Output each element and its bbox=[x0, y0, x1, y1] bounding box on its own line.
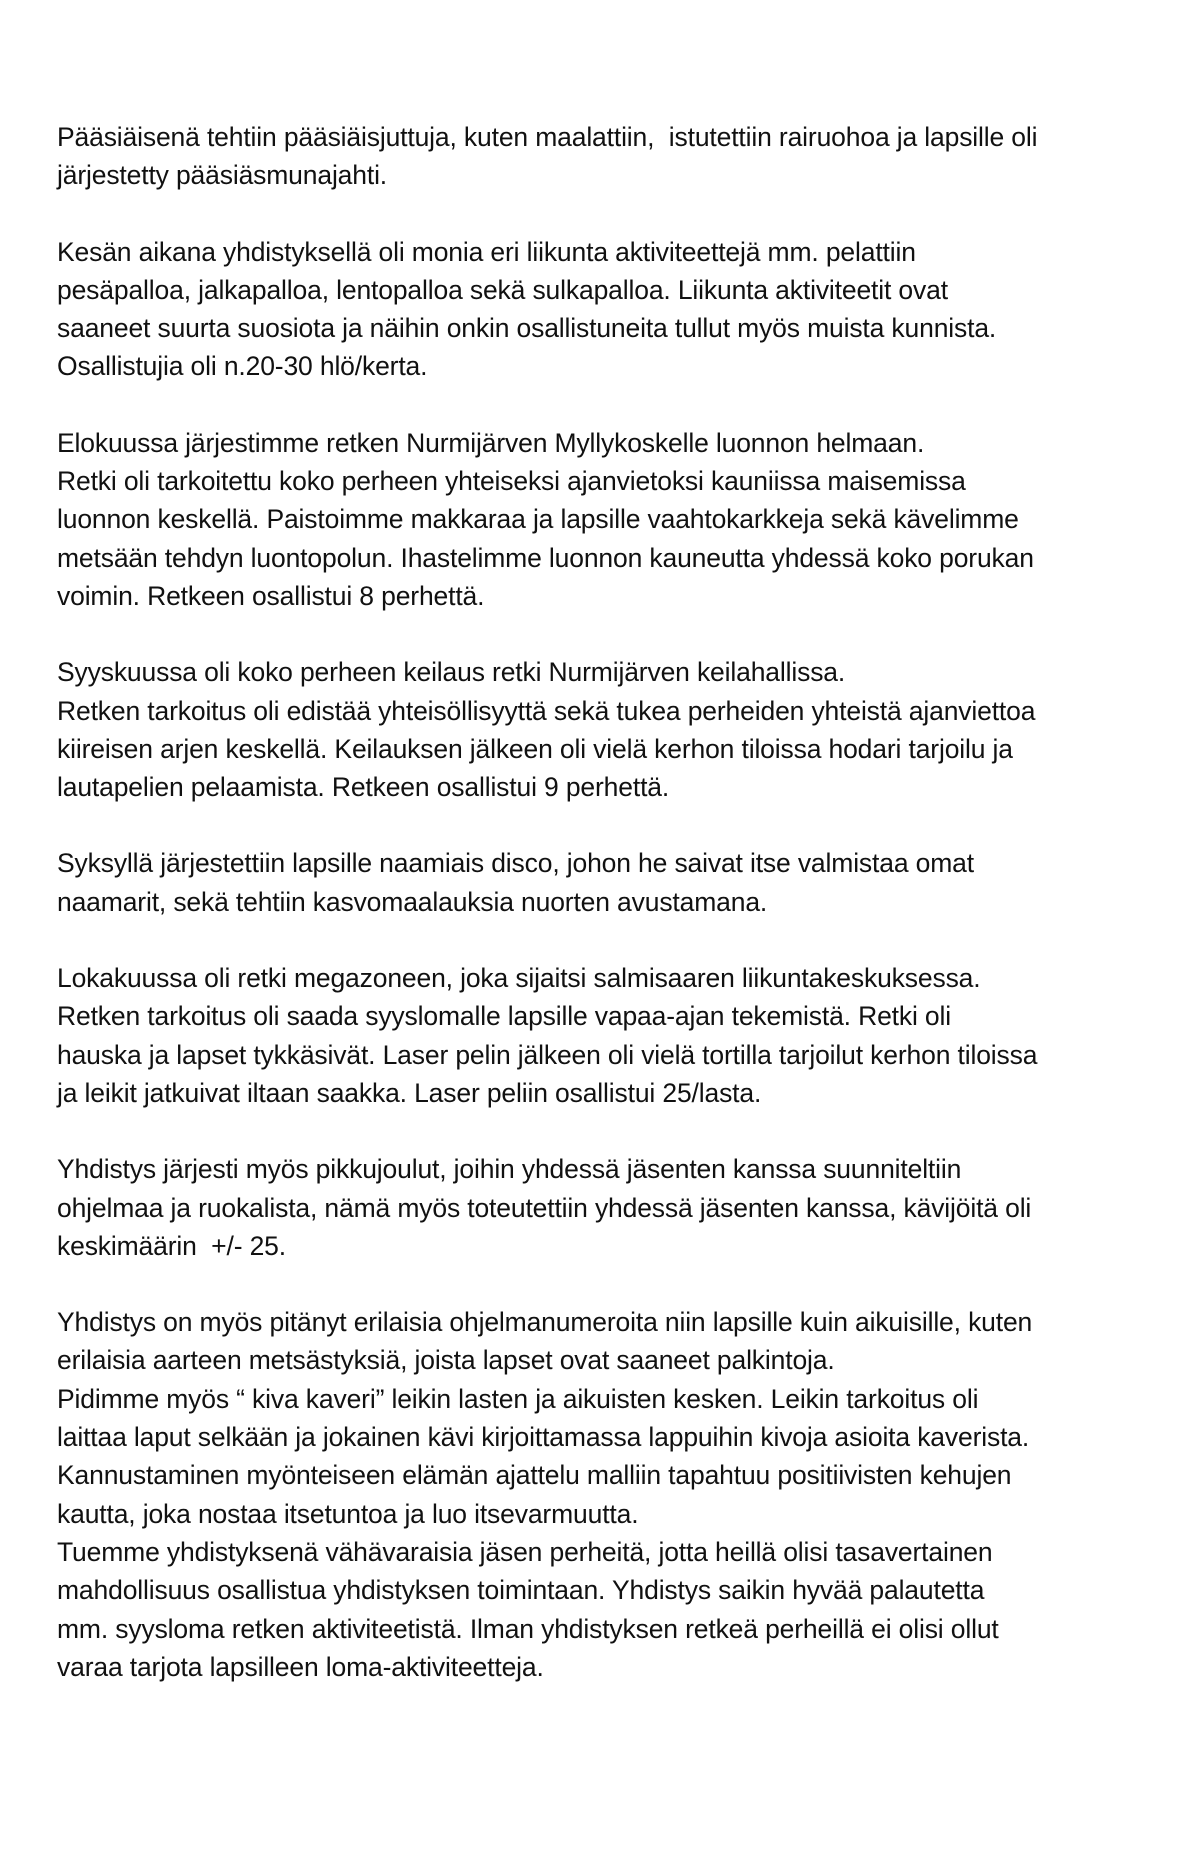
text-line: voimin. Retkeen osallistui 8 perhettä. bbox=[57, 580, 485, 611]
text-line: Yhdistys järjesti myös pikkujoulut, joihin yhdessä jäsenten kanssa suunniteltiin bbox=[57, 1154, 962, 1185]
text-line: Retki oli tarkoitettu koko perheen yhteiseksi ajanvietoksi kauniissa maisemissa bbox=[57, 466, 966, 497]
text-line: Syyskuussa oli koko perheen keilaus retki Nurmijärven keilahallissa. bbox=[57, 657, 846, 688]
text-line: hauska ja lapset tykkäsivät. Laser pelin jälkeen oli vielä tortilla tarjoilut kerhon tiloissa bbox=[57, 1039, 1038, 1070]
paragraph-summer-sports bbox=[57, 233, 1167, 386]
text-line: mm. syysloma retken aktiviteetistä. Ilman yhdistyksen retkeä perheillä ei olisi ollut bbox=[57, 1613, 999, 1644]
text-line: Pidimme myös “ kiva kaveri” leikin lasten ja aikuisten kesken. Leikin tarkoitus oli bbox=[57, 1383, 979, 1414]
text-line: pesäpalloa, jalkapalloa, lentopalloa sekä sulkapalloa. Liikunta aktiviteetit ovat bbox=[57, 274, 948, 305]
text-line: Kannustaminen myönteiseen elämän ajattelu malliin tapahtuu positiivisten kehujen bbox=[57, 1460, 1012, 1491]
text-line: kautta, joka nostaa itsetuntoa ja luo itsevarmuutta. bbox=[57, 1498, 639, 1529]
text-line: ja leikit jatkuivat iltaan saakka. Laser peliin osallistui 25/lasta. bbox=[57, 1077, 762, 1108]
paragraph-october-megazone bbox=[57, 959, 1167, 1112]
document-page bbox=[57, 118, 1167, 1724]
text-line: kiireisen arjen keskellä. Keilauksen jälkeen oli vielä kerhon tiloissa hodari tarjoilu ja bbox=[57, 733, 1013, 764]
text-line: lautapelien pelaamista. Retkeen osallistui 9 perhettä. bbox=[57, 772, 670, 803]
paragraph-christmas-party bbox=[57, 1150, 1167, 1265]
paragraph-august-trip bbox=[57, 424, 1167, 615]
text-line: järjestetty pääsiäsmunajahti. bbox=[57, 160, 388, 191]
text-line: Elokuussa järjestimme retken Nurmijärven Myllykoskelle luonnon helmaan. bbox=[57, 427, 925, 458]
paragraph-september-bowling bbox=[57, 653, 1167, 806]
text-line: keskimäärin +/- 25. bbox=[57, 1230, 286, 1261]
text-line: mahdollisuus osallistua yhdistyksen toimintaan. Yhdistys saikin hyvää palautetta bbox=[57, 1575, 985, 1606]
text-line: Lokakuussa oli retki megazoneen, joka sijaitsi salmisaaren liikuntakeskuksessa. bbox=[57, 963, 981, 994]
text-line: Yhdistys on myös pitänyt erilaisia ohjelmanumeroita niin lapsille kuin aikuisille, kuten bbox=[57, 1307, 1033, 1338]
text-line: ohjelmaa ja ruokalista, nämä myös toteutettiin yhdessä jäsenten kanssa, kävijöitä oli bbox=[57, 1192, 1032, 1223]
text-line: luonnon keskellä. Paistoimme makkaraa ja lapsille vaahtokarkkeja sekä kävelimme bbox=[57, 504, 1019, 535]
text-line: Osallistujia oli n.20-30 hlö/kerta. bbox=[57, 351, 428, 382]
paragraph-autumn-disco bbox=[57, 844, 1167, 921]
text-line: saaneet suurta suosiota ja näihin onkin osallistuneita tullut myös muista kunnista. bbox=[57, 313, 997, 344]
text-line: Kesän aikana yhdistyksellä oli monia eri liikunta aktiviteettejä mm. pelattiin bbox=[57, 236, 916, 267]
text-line: erilaisia aarteen metsästyksiä, joista lapset ovat saaneet palkintoja. bbox=[57, 1345, 835, 1376]
text-line: Retken tarkoitus oli edistää yhteisöllisyyttä sekä tukea perheiden yhteistä ajanviettoa bbox=[57, 695, 1036, 726]
paragraph-programs-and-support bbox=[57, 1303, 1167, 1686]
text-line: Tuemme yhdistyksenä vähävaraisia jäsen perheitä, jotta heillä olisi tasavertainen bbox=[57, 1536, 993, 1567]
text-line: metsään tehdyn luontopolun. Ihastelimme luonnon kauneutta yhdessä koko porukan bbox=[57, 542, 1034, 573]
text-line: Syksyllä järjestettiin lapsille naamiais disco, johon he saivat itse valmistaa omat bbox=[57, 848, 974, 879]
text-line: naamarit, sekä tehtiin kasvomaalauksia nuorten avustamana. bbox=[57, 886, 768, 917]
text-line: laittaa laput selkään ja jokainen kävi kirjoittamassa lappuihin kivoja asioita kaverista. bbox=[57, 1422, 1030, 1453]
text-line: Pääsiäisenä tehtiin pääsiäisjuttuja, kuten maalattiin, istutettiin rairuohoa ja lapsille oli bbox=[57, 122, 1038, 152]
text-line: varaa tarjota lapsilleen loma-aktiviteetteja. bbox=[57, 1651, 544, 1682]
text-line: Retken tarkoitus oli saada syyslomalle lapsille vapaa-ajan tekemistä. Retki oli bbox=[57, 1001, 951, 1032]
paragraph-easter bbox=[57, 118, 1167, 195]
